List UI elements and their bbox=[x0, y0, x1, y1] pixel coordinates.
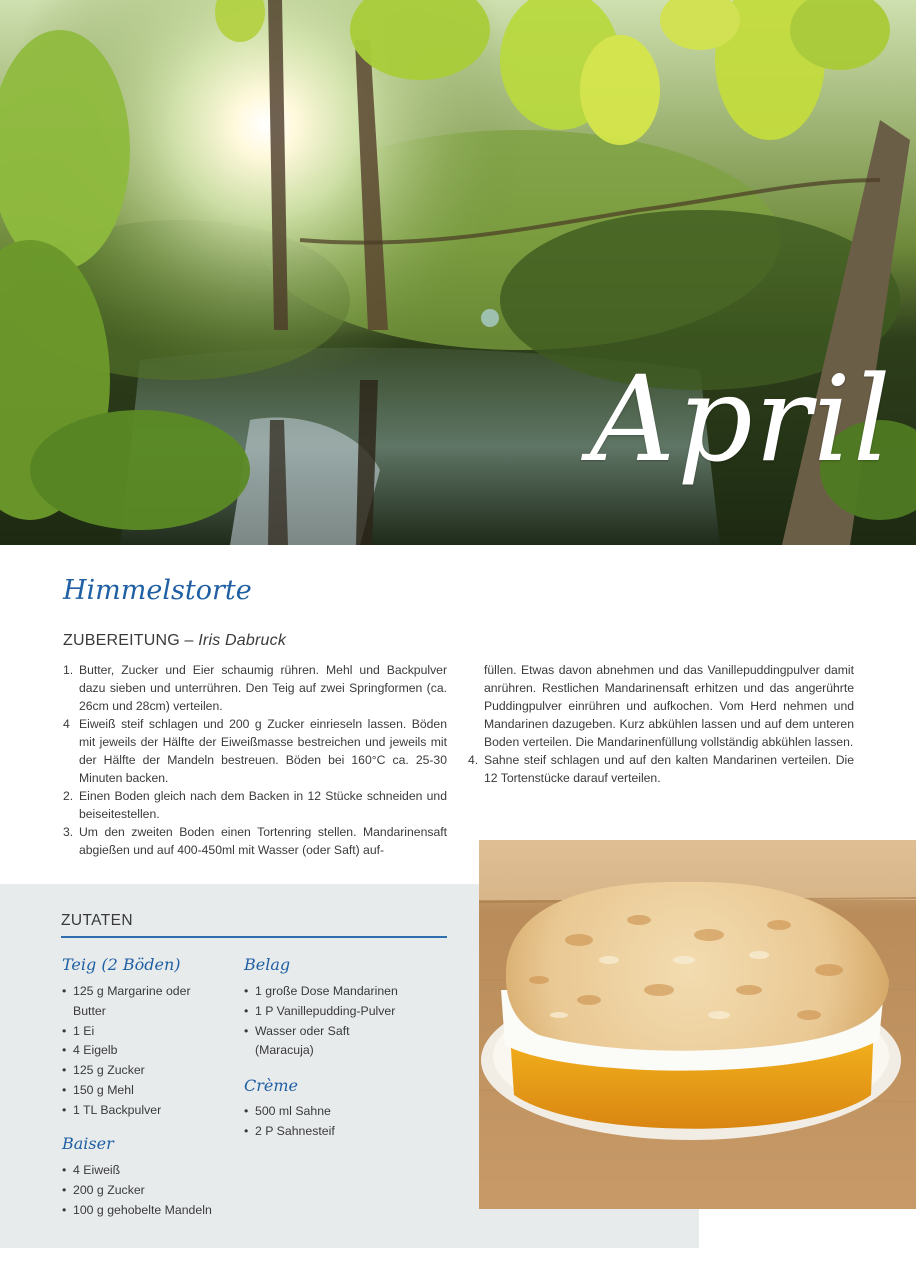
ingredient-item: • 2 P Sahnesteif bbox=[244, 1122, 444, 1142]
step-number: 2. bbox=[63, 789, 74, 803]
ingredient-item: • 1 P Vanillepudding-Pulver bbox=[244, 1002, 454, 1022]
instruction-step bbox=[63, 823, 447, 859]
ingredient-list-creme bbox=[244, 1102, 444, 1142]
step-text: Einen Boden gleich nach dem Backen in 12 Stücke schneiden und beiseitestellen. bbox=[79, 789, 447, 821]
instructions-right-column bbox=[468, 661, 854, 787]
ingredient-item: • 1 Ei bbox=[62, 1022, 242, 1042]
section-label: ZUBEREITUNG bbox=[63, 632, 180, 649]
instructions-left-column bbox=[63, 661, 447, 859]
step-number: 4. bbox=[468, 753, 479, 767]
step-continuation: füllen. Etwas davon abnehmen und das Vanillepuddingpulver damit anrühren. Restlichen Mandarinensaft erhitzen und das angerührte Puddingpulver einrühren und aufkochen. Vom Herd nehmen und Mandarinen dazugeben. Kurz abkühlen lassen und auf dem unteren Boden verteilen. Die Mandarinenfüllung vollständig abkühlen lassen. bbox=[484, 663, 854, 749]
cake-illustration bbox=[479, 840, 916, 1209]
step-text: Eiweiß steif schlagen und 200 g Zucker einrieseln lassen. Böden mit jeweils der Hälfte der Eiweißmasse bestreichen und jeweils mit der Hälfte der Mandeln bestreuen. Böden bei 160°C ca. 25-30 Minuten backen. bbox=[79, 717, 447, 785]
ingredient-item: • 4 Eigelb bbox=[62, 1041, 242, 1061]
ingredient-list-belag bbox=[244, 982, 454, 1061]
recipe-title: Himmelstorte bbox=[63, 575, 252, 606]
ingredient-item: • Wasser oder Saft bbox=[244, 1022, 454, 1042]
ingredient-list-baiser bbox=[62, 1161, 262, 1220]
instruction-step bbox=[468, 751, 854, 787]
header-photo bbox=[0, 0, 916, 545]
ingredient-item: • 125 g Margarine oder bbox=[62, 982, 242, 1002]
step-text: Butter, Zucker und Eier schaumig rühren. Mehl und Backpulver dazu sieben und unterrühren. Den Teig auf zwei Springformen (ca. 26cm und 28cm) verteilen. bbox=[79, 663, 447, 713]
ingredient-group-heading-baiser: Baiser bbox=[62, 1134, 114, 1153]
month-title: April bbox=[590, 350, 893, 488]
section-heading bbox=[63, 632, 286, 650]
step-text: Sahne steif schlagen und auf den kalten Mandarinen verteilen. Die 12 Tortenstücke darauf verteilen. bbox=[484, 753, 854, 785]
ingredients-title: ZUTATEN bbox=[61, 912, 133, 929]
ingredient-list-teig bbox=[62, 982, 242, 1121]
ingredient-group-heading-belag: Belag bbox=[244, 955, 291, 974]
instruction-step bbox=[63, 715, 447, 787]
step-text: Um den zweiten Boden einen Tortenring stellen. Mandarinensaft abgießen und auf 400-450ml mit Wasser (oder Saft) auf- bbox=[79, 825, 447, 857]
ingredient-group-heading-creme: Crème bbox=[244, 1076, 298, 1095]
ingredient-group-heading-teig: Teig (2 Böden) bbox=[62, 955, 181, 974]
ingredient-item: • 150 g Mehl bbox=[62, 1081, 242, 1101]
instruction-step bbox=[63, 661, 447, 715]
step-number: 4 bbox=[63, 717, 70, 731]
section-separator: – bbox=[179, 632, 199, 649]
ingredients-divider bbox=[61, 936, 447, 938]
ingredient-item: • 100 g gehobelte Mandeln bbox=[62, 1201, 262, 1221]
ingredient-item: • 1 große Dose Mandarinen bbox=[244, 982, 454, 1002]
author-name: Iris Dabruck bbox=[198, 632, 287, 649]
ingredient-item: • 1 TL Backpulver bbox=[62, 1101, 242, 1121]
step-number: 1. bbox=[63, 663, 74, 677]
cake-photo bbox=[479, 840, 916, 1209]
ingredient-item: • 125 g Zucker bbox=[62, 1061, 242, 1081]
step-number: 3. bbox=[63, 825, 74, 839]
ingredient-item: • 4 Eiweiß bbox=[62, 1161, 262, 1181]
ingredient-item: Butter bbox=[73, 1003, 106, 1018]
ingredient-item: (Maracuja) bbox=[255, 1043, 314, 1058]
ingredient-item: • 200 g Zucker bbox=[62, 1181, 262, 1201]
ingredient-item: • 500 ml Sahne bbox=[244, 1102, 444, 1122]
instruction-step bbox=[63, 787, 447, 823]
